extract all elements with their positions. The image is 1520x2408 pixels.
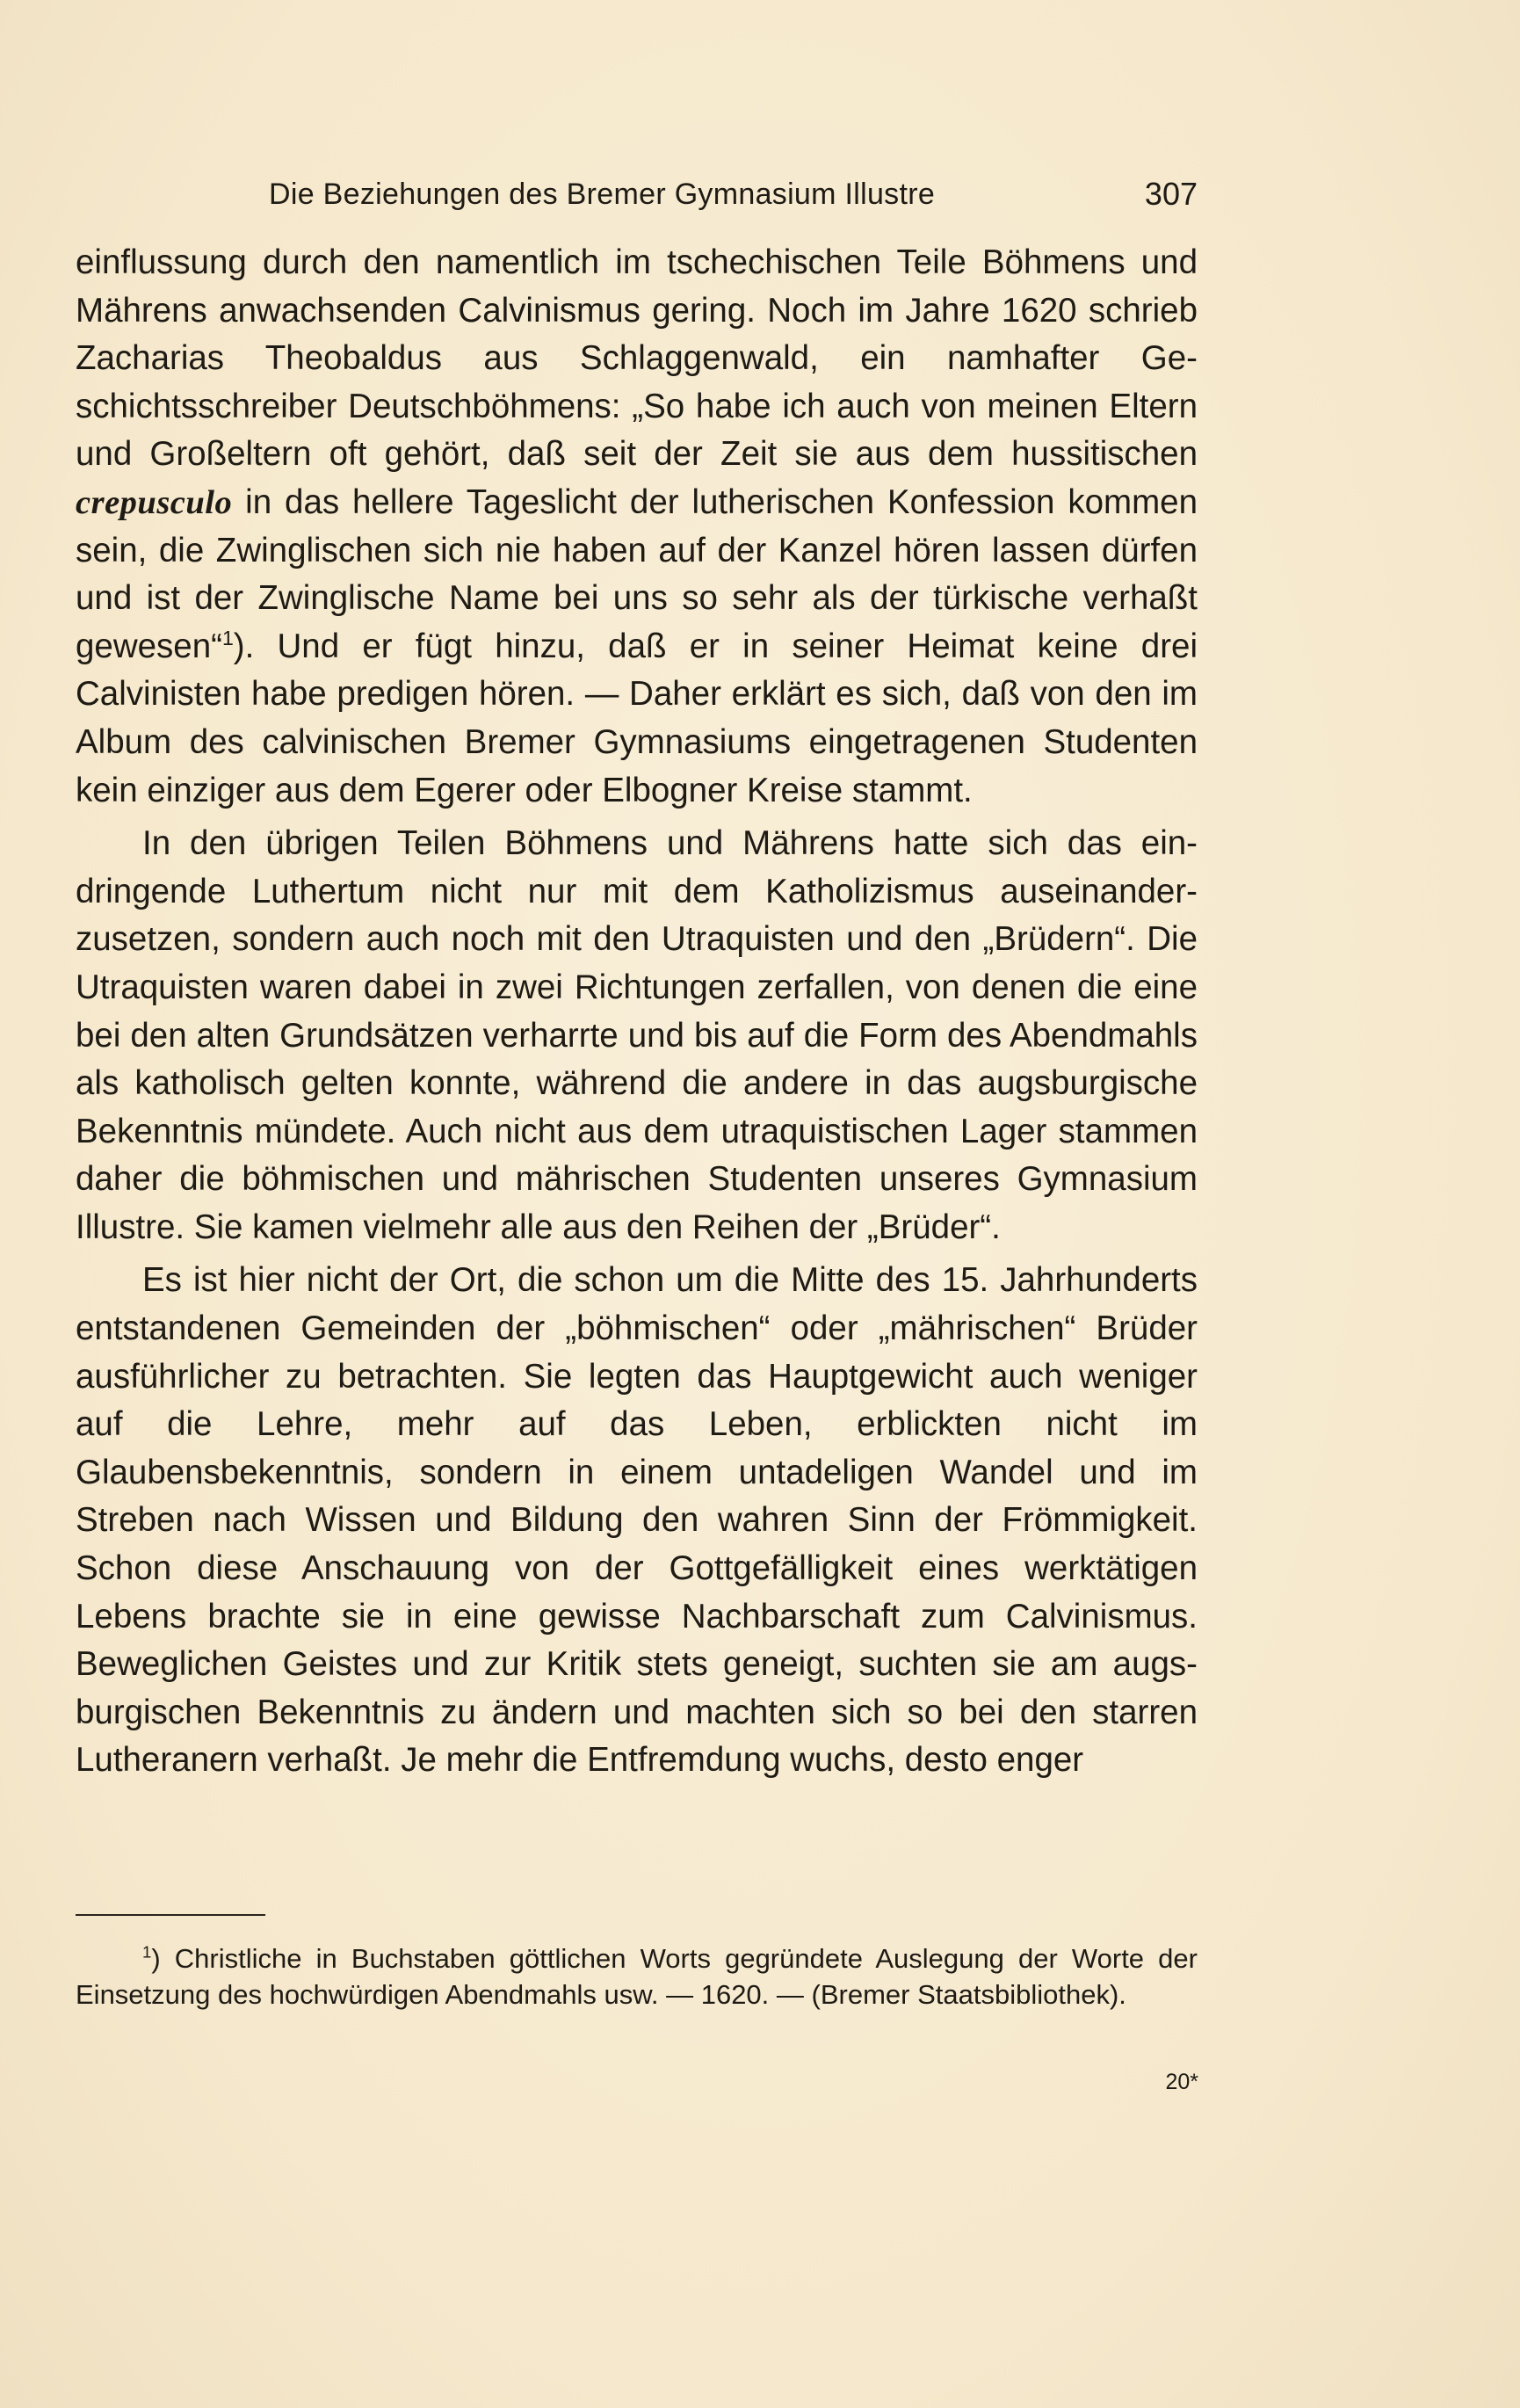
footnote-text: ) Christliche in Buchstaben göttlichen Worts gegründete Auslegung der Worte der Einsetzung des hochwürdigen Abendmahls usw. — 1620. — (Bremer Staatsbibliothek).: [76, 1943, 1198, 2010]
printer-signature-mark: 20*: [1165, 2070, 1198, 2094]
running-header: [76, 172, 1198, 216]
footnote-1: [76, 1940, 1198, 2013]
paragraph-1-part-a: einflussung durch den namentlich im tschechischen Teile Böhmens und Mährens anwachsenden Calvinismus gering. Noch im Jahre 1620 schrieb Zacharias Theobaldus aus Schlaggenwald, ein namhafter Geschichtsschreiber Deutschböhmens: „So habe ich auch von meinen Eltern und Großeltern oft gehört, daß seit der Zeit sie aus dem hussitischen: [76, 243, 1198, 474]
paragraph-1-part-b: in das hellere Tageslicht der lutherischen Konfession kommen sein, die Zwinglischen sich nie haben auf der Kanzel hören lassen dürfen und ist der Zwinglische Name bei uns so sehr als der türkische verhaßt gewesen“: [76, 482, 1198, 665]
page-number: 307: [1144, 176, 1198, 212]
paragraph-1-part-c: ). Und er fügt hinzu, daß er in seiner Heimat keine drei Calvinisten habe predigen hören. — Daher erklärt es sich, daß von den im Album des calvinischen Bremer Gymnasiums eingetragenen Studenten kein einziger aus dem Egerer oder Elbogner Kreise stammt.: [76, 627, 1198, 809]
paragraph-2: In den übrigen Teilen Böhmens und Mährens hatte sich das eindringende Luthertum nicht nur mit dem Katholizismus auseinanderzusetzen, sondern auch noch mit den Utraquisten und den „Brüdern“. Die Utraquisten waren dabei in zwei Richtungen zerfallen, von denen die eine bei den alten Grundsätzen verharrte und bis auf die Form des Abendmahls als katholisch gelten konnte, während die andere in das augsburgische Bekenntnis mündete. Auch nicht aus dem utraquistischen Lager stammen daher die böhmischen und mährischen Studenten unseres Gymnasium Illustre. Sie kamen vielmehr alle aus den Reihen der „Brüder“.: [76, 824, 1198, 1246]
paragraph-3: Es ist hier nicht der Ort, die schon um die Mitte des 15. Jahrhunderts entstandenen Gemeinden der „böhmischen“ oder „mährischen“ Brüder ausführlicher zu betrachten. Sie legten das Hauptgewicht auch weniger auf die Lehre, mehr auf das Leben, erblickten nicht im Glaubensbekenntnis, sondern in einem untadeligen Wandel und im Streben nach Wissen und Bildung den wahren Sinn der Frömmigkeit. Schon diese Anschauung von der Gottgefälligkeit eines werktätigen Lebens brachte sie in eine gewisse Nachbarschaft zum Calvinismus. Beweglichen Geistes und zur Kritik stets geneigt, suchten sie am augsburgischen Bekenntnis zu ändern und machten sich so bei den starren Lutheranern verhaßt. Je mehr die Entfremdung wuchs, desto enger: [76, 1261, 1198, 1780]
paragraph-1: [76, 239, 1198, 815]
footnote-divider: [76, 1914, 265, 1916]
main-text: [76, 239, 1198, 1785]
footnote-reference: 1: [221, 626, 234, 649]
footnote-marker: 1: [142, 1942, 152, 1962]
footnotes: [76, 1940, 1198, 2013]
italic-term: crepusculo: [76, 483, 233, 521]
running-title: Die Beziehungen des Bremer Gymnasium Illustre: [269, 178, 936, 211]
